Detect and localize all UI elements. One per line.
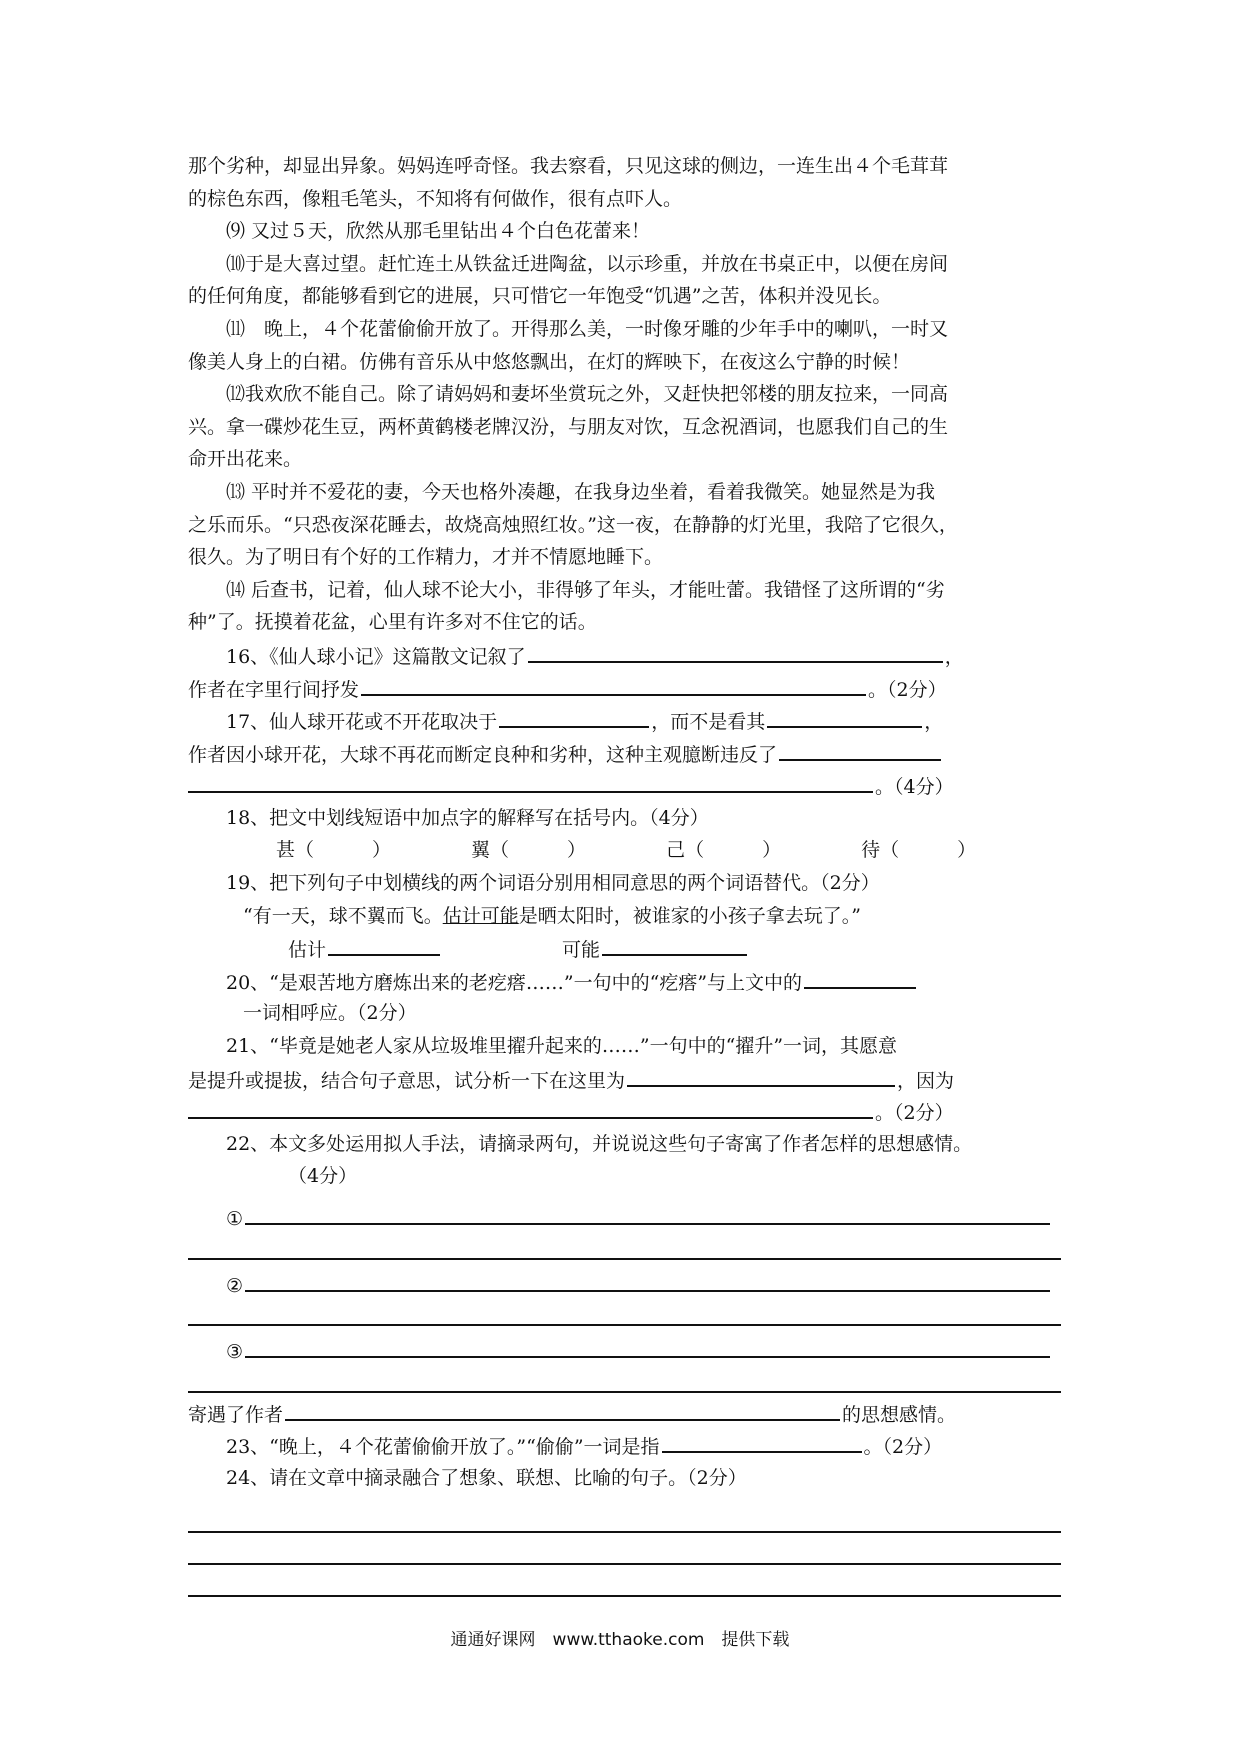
q22-answer-blank[interactable] — [245, 1334, 1050, 1358]
q17-prompt-2: 作者因小球开花，大球不再花而断定良种和劣种，这种主观臆断违反了 — [188, 743, 778, 766]
passage-line: ⑾ 晚上，４个花蕾偷偷开放了。开得那么美，一时像牙雕的少年手中的喇叭，一时又 — [226, 317, 949, 340]
q16-blank-2[interactable] — [361, 672, 866, 696]
q21-blank-1[interactable] — [627, 1063, 895, 1087]
q19-blank-1[interactable] — [328, 932, 440, 956]
q22-answer-lines — [188, 1201, 1061, 1393]
q19-prompt: 19、把下列句子中划横线的两个词语分别用相同意思的两个词语替代。（2分） — [226, 872, 880, 895]
q18-item-label: 己（ — [666, 839, 705, 862]
passage-line: ⑽于是大喜过望。赶忙连土从铁盆迁进陶盆，以示珍重，并放在书桌正中，以便在房间 — [226, 252, 949, 275]
passage-line: 兴。拿一碟炒花生豆，两杯黄鹤楼老牌汉汾，与朋友对饮，互念祝酒词，也愿我们自己的生 — [188, 415, 949, 438]
question-18 — [188, 802, 1061, 835]
q16-blank-1[interactable] — [528, 639, 943, 663]
passage-line: 命开出花来。 — [188, 448, 303, 471]
q20-blank[interactable] — [804, 965, 916, 989]
q19-quote-underlined: 估计可能 — [442, 904, 519, 927]
question-20 — [188, 965, 1061, 998]
q22-answer-blank[interactable] — [245, 1201, 1050, 1225]
passage-line: 种”了。抚摸着花盆，心里有许多对不住它的话。 — [188, 611, 597, 634]
question-17-line-2 — [188, 737, 1061, 770]
passage-line: ⒀ 平时并不爱花的妻，今天也格外凑趣，在我身边坐着，看着我微笑。她显然是为我 — [226, 480, 936, 503]
passage-line: 那个劣种，却显出异象。妈妈连呼奇怪。我去察看，只见这球的侧边，一连生出４个毛茸茸 — [188, 155, 949, 177]
q18-item-label: 翼（ — [471, 839, 510, 862]
question-22 — [188, 1128, 1061, 1161]
q19-word-2: 可能 — [562, 939, 601, 962]
passage-line: 的棕色东西，像粗毛笔头，不知将有何做作，很有点吓人。 — [188, 187, 683, 210]
question-24 — [188, 1462, 1061, 1495]
question-23 — [188, 1429, 1061, 1462]
question-22-last — [188, 1397, 1061, 1430]
q18-prompt: 18、把文中划线短语中加点字的解释写在括号内。（4分） — [226, 806, 709, 829]
q18-item-close: ） — [372, 839, 392, 862]
q17-blank-3[interactable] — [779, 737, 941, 761]
question-17-line-3 — [188, 769, 1061, 802]
passage-line: ⒁ 后查书，记着，仙人球不论大小，非得够了年头，才能吐蕾。我错怪了这所谓的“劣 — [226, 578, 945, 601]
q19-quote-pre: “有一天，球不翼而飞。 — [243, 904, 443, 927]
q22-blank-feeling[interactable] — [285, 1397, 840, 1421]
q21-score: 。（2分） — [875, 1102, 954, 1125]
question-21-line-2 — [188, 1063, 1061, 1096]
q18-item-close: ） — [762, 839, 782, 862]
q22-answer-row — [188, 1334, 1061, 1367]
q23-prompt: 23、“晚上，４个花蕾偷偷开放了。”“偷偷”一词是指 — [226, 1436, 660, 1459]
q21-blank-2[interactable] — [188, 1095, 873, 1119]
q18-item-label: 待（ — [861, 839, 900, 862]
q22-mark: ③ — [226, 1341, 244, 1364]
q22-answer-row — [188, 1201, 1061, 1234]
q22-prompt-2: 寄遇了作者 — [188, 1403, 284, 1426]
q18-item-label: 甚（ — [276, 839, 315, 862]
q24-answer-line-3[interactable] — [188, 1565, 1061, 1597]
q22-mark: ② — [226, 1274, 244, 1297]
q19-answers — [188, 932, 1061, 965]
exam-page — [188, 150, 1061, 1597]
passage-line: 很久。为了明日有个好的工作精力，才并不情愿地睡下。 — [188, 546, 664, 569]
q23-score: 。（2分） — [863, 1436, 943, 1459]
q19-blank-2[interactable] — [602, 932, 747, 956]
q19-quote — [188, 900, 1061, 933]
q23-blank[interactable] — [662, 1429, 862, 1453]
question-17 — [188, 704, 1061, 737]
page-footer: 通通好课网 www.tthaoke.com 提供下载 — [450, 1630, 790, 1650]
q16-score: 。（2分） — [868, 678, 947, 701]
q18-item-close: ） — [957, 839, 977, 862]
q17-prompt: 17、仙人球开花或不开花取决于 — [226, 711, 498, 734]
q19-word-1: 估计 — [288, 939, 327, 962]
q22-prompt: 22、本文多处运用拟人手法，请摘录两句，并说说这些句子寄寓了作者怎样的思想感情。 — [226, 1132, 973, 1155]
q17-blank-2[interactable] — [767, 704, 922, 728]
q21-because: ，因为 — [897, 1069, 955, 1092]
q20-prompt: 20、“是艰苦地方磨炼出来的老疙瘩……”一句中的“疙瘩”与上文中的 — [226, 971, 803, 994]
q21-prompt: 21、“毕竟是她老人家从垃圾堆里擢升起来的……”一句中的“擢升”一词，其愿意 — [226, 1035, 898, 1058]
q24-answer-line-1[interactable] — [188, 1501, 1061, 1533]
question-22-score — [188, 1160, 1061, 1193]
q17-blank-1[interactable] — [499, 704, 649, 728]
passage-line: ⑿我欢欣不能自己。除了请妈妈和妻坏坐赏玩之外，又赶快把邻楼的朋友拉来，一同高 — [226, 383, 949, 406]
passage-line: 像美人身上的白裙。仿佛有音乐从中悠悠飘出，在灯的辉映下，在夜这么宁静的时候！ — [188, 350, 911, 373]
question-20-line-2 — [188, 997, 1061, 1030]
q17-comma: ， — [924, 711, 944, 734]
q21-prompt-2: 是提升或提拔，结合句子意思，试分析一下在这里为 — [188, 1069, 626, 1092]
question-16 — [188, 639, 1061, 672]
q16-prompt-2: 作者在字里行间抒发 — [188, 678, 360, 701]
q17-score: 。（4分） — [875, 776, 954, 799]
q20-prompt-2: 一词相呼应。（2分） — [243, 1002, 417, 1025]
q24-answer-line-2[interactable] — [188, 1533, 1061, 1565]
q17-blank-4[interactable] — [188, 769, 873, 793]
passage-line: 的任何角度，都能够看到它的进展，只可惜它一年饱受“饥遇”之苦，体积并没见长。 — [188, 285, 892, 308]
q22-suffix: 的思想感情。 — [842, 1403, 957, 1426]
question-21 — [188, 1030, 1061, 1063]
q22-answer-row — [188, 1268, 1061, 1301]
q18-item-close: ） — [567, 839, 587, 862]
q16-comma: ， — [944, 645, 964, 668]
q24-prompt: 24、请在文章中摘录融合了想象、联想、比喻的句子。（2分） — [226, 1466, 747, 1489]
q22-mark: ① — [226, 1208, 244, 1230]
passage-line: ⑼ 又过５天，欣然从那毛里钻出４个白色花蕾来！ — [226, 220, 651, 243]
q22-answer-rule[interactable] — [188, 1300, 1061, 1326]
question-16-line-2 — [188, 672, 1061, 705]
passage-line: 之乐而乐。“只恐夜深花睡去，故烧高烛照红妆。”这一夜，在静静的灯光里，我陪了它很久， — [188, 513, 958, 536]
q17-mid: ，而不是看其 — [651, 711, 766, 734]
q18-items — [188, 834, 1061, 867]
q22-answer-rule[interactable] — [188, 1234, 1061, 1260]
q22-score: （4分） — [288, 1165, 358, 1188]
q22-answer-blank[interactable] — [245, 1268, 1050, 1292]
passage — [188, 150, 1061, 639]
question-19 — [188, 867, 1061, 900]
q22-answer-rule[interactable] — [188, 1367, 1061, 1393]
q19-quote-post: 是晒太阳时，被谁家的小孩子拿去玩了。” — [518, 904, 861, 927]
q16-prompt: 16、《仙人球小记》这篇散文记叙了 — [226, 645, 526, 668]
question-21-line-3 — [188, 1095, 1061, 1128]
